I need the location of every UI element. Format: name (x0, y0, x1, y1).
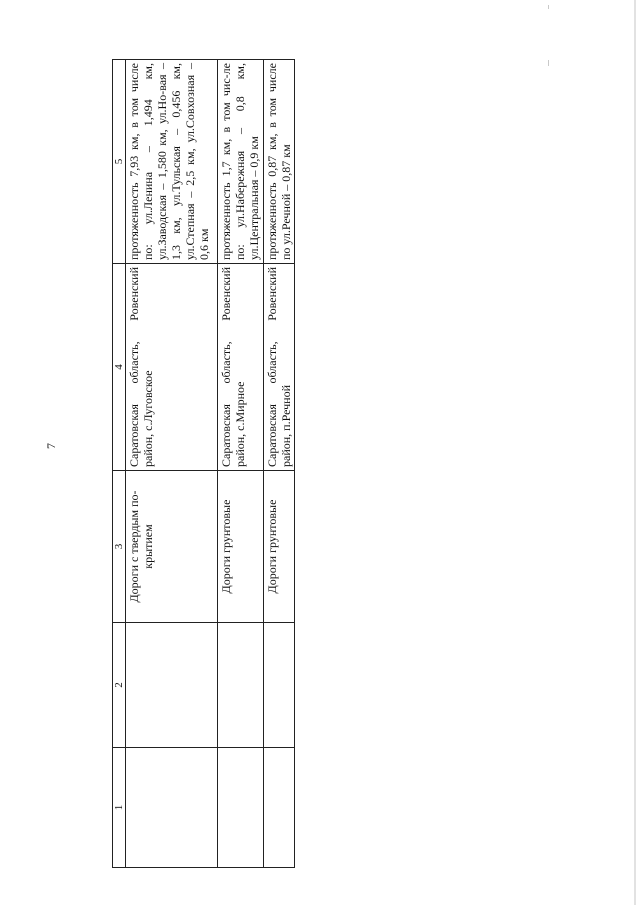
roads-table (112, 59, 295, 868)
cell-description: протяженность 1,7 км, в том чис-ле по: ул.Набережная – 0,8 км, ул.Центральная – 0,9 км (218, 60, 264, 264)
header-row (113, 60, 126, 868)
header-cell-3: 3 (113, 471, 126, 623)
header-cell-5: 5 (113, 60, 126, 264)
cell-col1 (126, 748, 218, 868)
table-row (264, 60, 295, 868)
scan-mark (548, 60, 549, 66)
header-cell-1: 1 (113, 748, 126, 868)
page-number: 7 (44, 443, 58, 449)
cell-road-type: Дороги с твердым по-крытием (126, 471, 218, 623)
cell-col1 (218, 748, 264, 868)
cell-description: протяженность 7,93 км, в том числе по: ул.Ленина – 1,494 км, ул.Заводская – 1,580 км, ул.Но-вая – 1,3 км, ул.Тульская – 0,456 км, ул.Степная – 2,5 км, ул.Совхозная – 0,6 км (126, 60, 218, 264)
table-row (218, 60, 264, 868)
cell-col1 (264, 748, 295, 868)
cell-location: Саратовская область, Ровенский район, с.Мирное (218, 264, 264, 471)
cell-location: Саратовская область, Ровенский район, п.Речной (264, 264, 295, 471)
cell-road-type: Дороги грунтовые (218, 471, 264, 623)
cell-col2 (126, 623, 218, 748)
scan-mark (548, 5, 549, 9)
cell-description: протяженность 0,87 км, в том числе по ул.Речной – 0,87 км (264, 60, 295, 264)
cell-location: Саратовская область, Ровенский район, с.Луговское (126, 264, 218, 471)
table-row (126, 60, 218, 868)
header-cell-4: 4 (113, 264, 126, 471)
scan-mark (634, 0, 636, 905)
header-cell-2: 2 (113, 623, 126, 748)
cell-col2 (264, 623, 295, 748)
cell-road-type: Дороги грунтовые (264, 471, 295, 623)
cell-col2 (218, 623, 264, 748)
